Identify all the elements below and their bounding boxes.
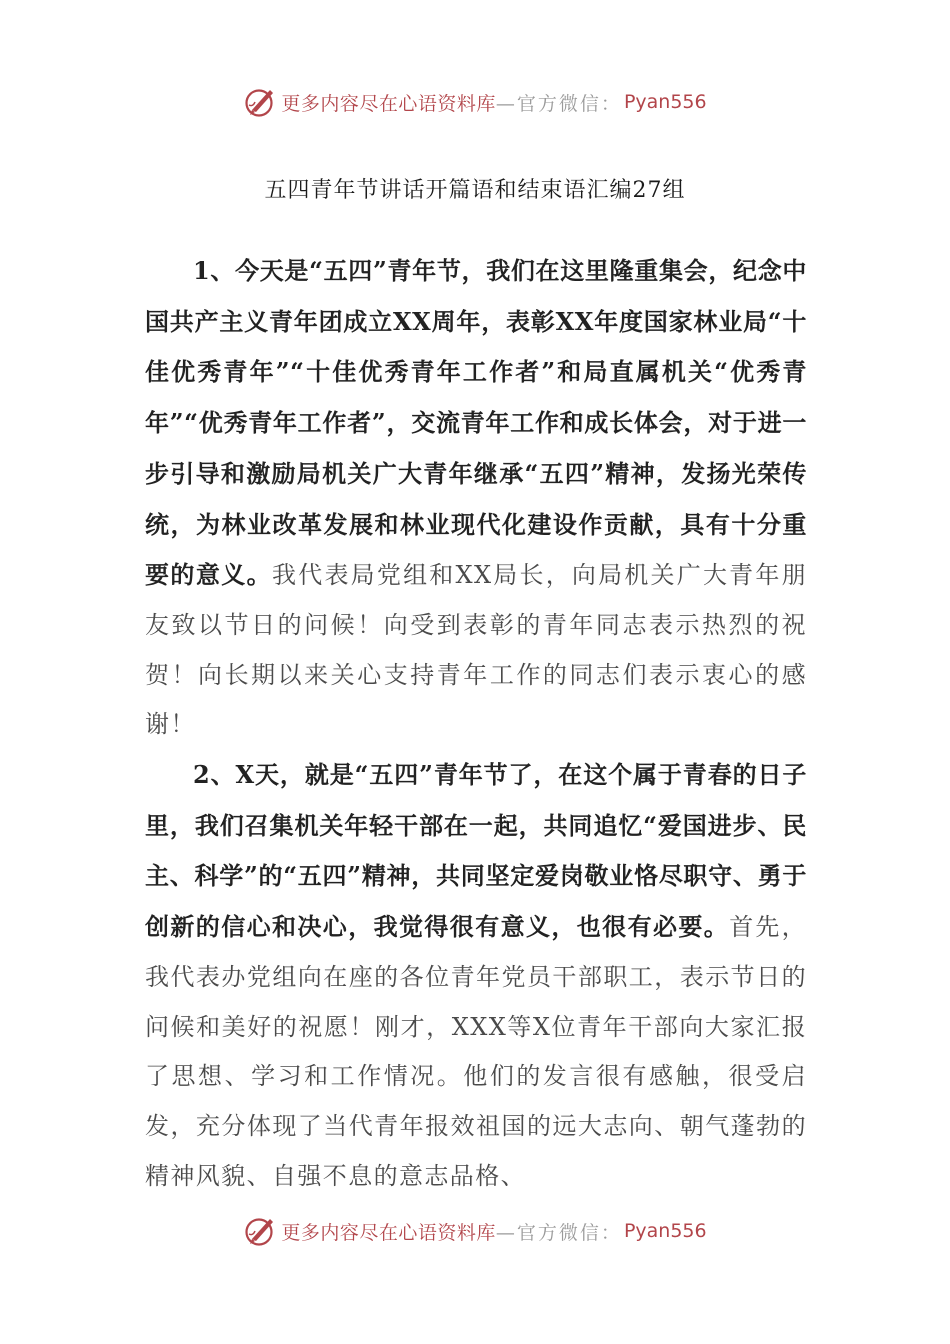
header-banner bbox=[0, 82, 950, 122]
paragraph-2 bbox=[145, 750, 807, 1201]
paragraph-2-bold: 2、X天，就是“五四”青年节了，在这个属于青春的日子里，我们召集机关年轻干部在一起，共同追忆“爱国进步、民主、科学”的“五四”精神，共同坚定爱岗敬业恪尽职守、勇于创新的信心和决心，我觉得很有意义，也很有必要。 bbox=[145, 760, 807, 942]
quill-pen-seal-icon bbox=[243, 85, 277, 119]
paragraph-1-bold: 1、今天是“五四”青年节，我们在这里隆重集会，纪念中国共产主义青年团成立XX周年，表彰XX年度国家林业局“十佳优秀青年”“十佳优秀青年工作者”和局直属机关“优秀青年”“优秀青年工作者”，交流青年工作和成长体会，对于进一步引导和激励局机关广大青年继承“五四”精神，发扬光荣传统，为林业改革发展和林业现代化建设作贡献，具有十分重要的意义。 bbox=[145, 256, 807, 590]
paragraph-1 bbox=[145, 246, 807, 750]
document-title: 五四青年节讲话开篇语和结束语汇编27组 bbox=[264, 178, 686, 203]
banner-wechat-label: —官方微信： bbox=[495, 92, 622, 115]
quill-pen-seal-icon bbox=[243, 1214, 277, 1248]
footer-banner bbox=[0, 1211, 950, 1251]
banner-site-name: 更多内容尽在心语资料库 bbox=[281, 92, 496, 115]
banner-wechat-id: Pyan556 bbox=[623, 91, 707, 113]
paragraph-2-normal: 首先，我代表办党组向在座的各位青年党员干部职工，表示节日的问候和美好的祝愿！刚才，XXX等X位青年干部向大家汇报了思想、学习和工作情况。他们的发言很有感触，很受启发，充分体现了当代青年报效祖国的远大志向、朝气蓬勃的精神风貌、自强不息的意志品格、 bbox=[145, 913, 807, 1190]
banner-site-name: 更多内容尽在心语资料库 bbox=[281, 1221, 496, 1244]
banner-wechat-label: —官方微信： bbox=[495, 1221, 622, 1244]
banner-wechat-id: Pyan556 bbox=[623, 1220, 707, 1242]
document-body bbox=[145, 246, 807, 1201]
paragraph-1-normal: 我代表局党组和XX局长，向局机关广大青年朋友致以节日的问候！向受到表彰的青年同志表示热烈的祝贺！向长期以来关心支持青年工作的同志们表示衷心的感谢！ bbox=[145, 561, 807, 739]
